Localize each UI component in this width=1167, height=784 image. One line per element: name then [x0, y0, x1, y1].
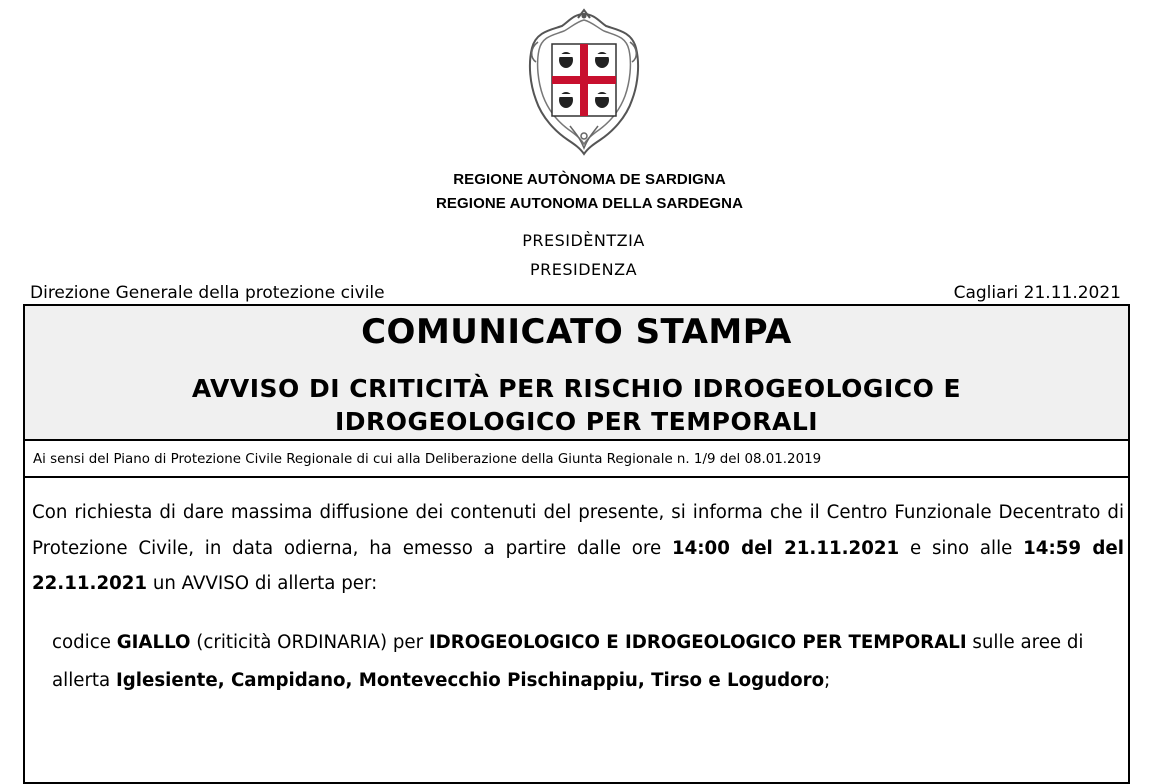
place-date: Cagliari 21.11.2021	[953, 283, 1121, 303]
alert-text-d: ;	[824, 670, 831, 691]
alert-text-b: (criticità ORDINARIA) per	[190, 632, 429, 653]
alert-paragraph	[52, 624, 1122, 700]
region-name-sardinian: REGIONE AUTÒNOMA DE SARDIGNA	[453, 171, 726, 188]
alert-risk: IDROGEOLOGICO E IDROGEOLOGICO PER TEMPORALI	[428, 632, 967, 653]
intro-text-c: un AVVISO di allerta per:	[147, 573, 378, 594]
alert-areas: Iglesiente, Campidano, Montevecchio Pischinappiu, Tirso e Logudoro	[115, 670, 825, 691]
sardinia-coat-of-arms-icon	[522, 8, 646, 158]
alert-text-a: codice	[52, 632, 117, 653]
press-release-frame	[23, 304, 1130, 784]
alert-text-c: sulle aree di allerta	[52, 632, 1084, 691]
region-name-italian: REGIONE AUTONOMA DELLA SARDEGNA	[436, 195, 743, 212]
document-subtitle	[25, 372, 1128, 438]
title-box	[25, 306, 1128, 441]
legal-reference: Ai sensi del Piano di Protezione Civile Regionale di cui alla Deliberazione della Giunta Regionale n. 1/9 del 08.01.2019	[33, 452, 822, 467]
intro-text-a: Con richiesta di dare massima diffusione dei contenuti del presente, si informa che il Centro Funzionale Decentrato di Protezione Civile, in data odierna, ha emesso a partire dalle ore	[32, 502, 1124, 559]
document-title: COMUNICATO STAMPA	[361, 312, 792, 352]
presidency-sardinian: PRESIDÈNTZIA	[522, 231, 645, 250]
department-label: Direzione Generale della protezione civile	[30, 283, 385, 303]
presidency-italian: PRESIDENZA	[529, 260, 638, 279]
end-datetime: 14:59 del 22.11.2021	[32, 537, 1124, 594]
intro-paragraph	[32, 495, 1124, 602]
start-datetime: 14:00 del 21.11.2021	[671, 537, 900, 559]
legal-reference-box	[25, 441, 1128, 478]
alert-code: GIALLO	[116, 632, 191, 653]
intro-text-b: e sino alle	[899, 537, 1024, 559]
subtitle-line-2: IDROGEOLOGICO PER TEMPORALI	[334, 407, 819, 436]
subtitle-line-1: AVVISO DI CRITICITÀ PER RISCHIO IDROGEOLOGICO E	[191, 374, 962, 403]
